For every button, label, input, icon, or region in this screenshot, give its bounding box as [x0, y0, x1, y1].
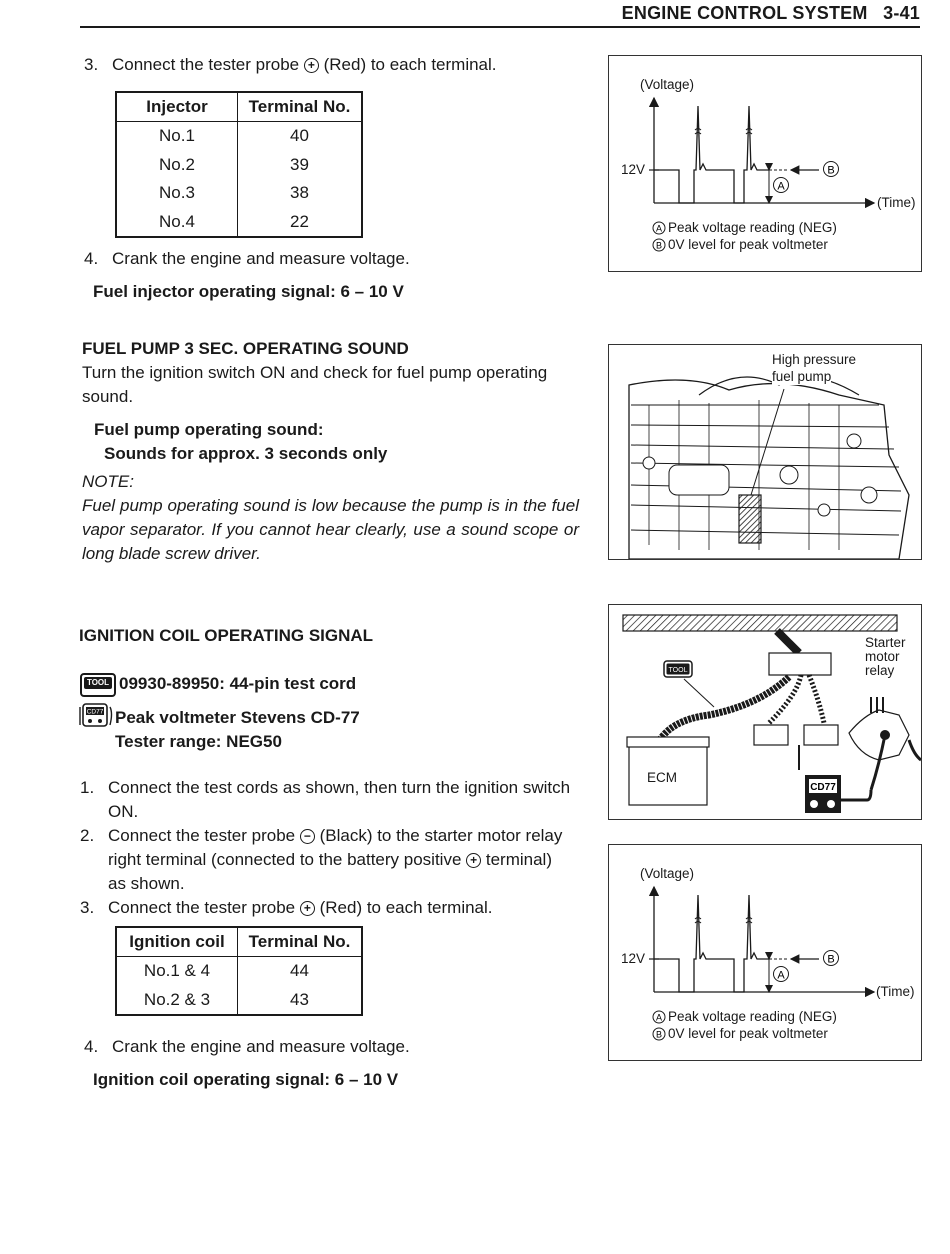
meter-line2: Tester range: NEG50 — [115, 732, 282, 751]
table-cell: No.4 — [159, 211, 195, 231]
voltage-figure-ignition — [608, 844, 922, 1061]
marker-b: B — [827, 953, 835, 966]
injector-step-4 — [84, 247, 584, 271]
y-axis-label: (Voltage) — [640, 866, 695, 881]
step-text: as shown. — [108, 874, 185, 893]
table-cell: 38 — [238, 179, 363, 208]
fuel-pump-spec-value: Sounds for approx. 3 seconds only — [104, 444, 388, 463]
marker-b: B — [827, 164, 835, 177]
meter-display: CD77 — [810, 782, 836, 793]
injector-step-3 — [84, 53, 584, 77]
fuel-pump-body-line2: sound. — [82, 387, 134, 406]
step-number: 3. — [80, 898, 95, 917]
level-label: 12V — [621, 162, 646, 177]
tool-icon-label: TOOL — [84, 677, 112, 689]
relay-label-line1: Starter — [865, 635, 906, 650]
step-text-pre: right terminal (connected to the battery positive — [108, 850, 462, 869]
tool-tag-text: TOOL — [668, 667, 688, 674]
minus-icon: − — [300, 829, 315, 844]
step-text-post: (Red) to each terminal. — [319, 898, 493, 917]
fuel-pump-figure — [608, 344, 922, 560]
tool-item: 09930-89950: 44-pin test cord — [119, 674, 357, 693]
plus-icon: + — [466, 853, 481, 868]
legend-a-marker: A — [655, 223, 663, 234]
note-label: NOTE: — [82, 472, 134, 491]
table-row — [116, 151, 362, 180]
step-text-line — [108, 824, 562, 848]
wiring-figure — [608, 604, 922, 820]
waveform-trace — [654, 106, 769, 203]
meter-line1: Peak voltmeter Stevens CD-77 — [115, 708, 360, 727]
fuel-pump-body-line1: Turn the ignition switch ON and check for fuel pump operating — [82, 363, 548, 382]
plus-icon: + — [304, 58, 319, 73]
relay-body — [849, 710, 909, 760]
step-number: 3. — [84, 55, 99, 74]
table-header: Terminal No. — [238, 92, 363, 122]
legend-b-marker: B — [655, 240, 663, 251]
x-axis-label: (Time) — [877, 195, 916, 210]
step-text — [112, 53, 497, 77]
table-row — [116, 122, 362, 151]
table-cell: No.1 & 4 — [143, 961, 211, 981]
ignition-terminal-table — [115, 926, 363, 1016]
page-header — [80, 0, 920, 28]
step-number: 1. — [80, 778, 95, 797]
legend-b: 0V level for peak voltmeter — [668, 1026, 828, 1041]
step-text: Crank the engine and measure voltage. — [112, 249, 410, 268]
table-cell: No.3 — [159, 183, 195, 203]
legend-b: 0V level for peak voltmeter — [668, 237, 828, 252]
step-text-pre: Connect the tester probe — [108, 898, 296, 917]
step-text-post: (Black) to the starter motor relay — [319, 826, 563, 845]
step-text: Connect the test cords as shown, then turn the ignition switch — [108, 778, 571, 797]
injector-terminal-table — [115, 91, 363, 238]
page-number: 3-41 — [883, 3, 920, 23]
legend-a: Peak voltage reading (NEG) — [668, 1009, 837, 1024]
ignition-step-1 — [80, 776, 585, 824]
ignition-step-3 — [80, 896, 585, 920]
ecm-label: ECM — [647, 770, 677, 785]
step-text: Crank the engine and measure voltage. — [112, 1037, 410, 1056]
relay-label-line2: motor — [865, 649, 900, 664]
marker-a: A — [777, 969, 785, 982]
x-axis-label: (Time) — [876, 984, 915, 999]
step-text-pre: Connect the tester probe — [108, 826, 296, 845]
voltmeter-icon — [78, 703, 114, 729]
table-cell: No.2 & 3 — [143, 989, 211, 1009]
table-cell: No.1 — [159, 126, 195, 146]
legend-b-marker: B — [655, 1029, 663, 1040]
ignition-step-4 — [84, 1035, 584, 1059]
step-number: 4. — [84, 1037, 99, 1056]
ignition-heading: IGNITION COIL OPERATING SIGNAL — [79, 626, 374, 645]
step-text-post: (Red) to each terminal. — [323, 55, 497, 74]
step-number: 2. — [80, 826, 95, 845]
injector-spec: Fuel injector operating signal: 6 – 10 V — [93, 282, 404, 301]
fuel-pump-heading: FUEL PUMP 3 SEC. OPERATING SOUND — [82, 339, 409, 358]
pump-label-line1: High pressure — [772, 352, 857, 367]
table-cell: 44 — [238, 957, 363, 986]
fuel-pump-spec-label: Fuel pump operating sound: — [94, 420, 324, 439]
fuel-pump-highlight — [739, 495, 761, 543]
table-row — [116, 208, 362, 238]
waveform-trace — [654, 895, 769, 992]
test-cord-connector — [769, 653, 831, 675]
table-header: Ignition coil — [116, 927, 238, 957]
table-cell: 43 — [238, 986, 363, 1016]
harness-bar — [623, 615, 897, 631]
table-cell: 40 — [238, 122, 363, 151]
tool-icon — [80, 673, 116, 697]
level-label: 12V — [621, 951, 646, 966]
plus-icon: + — [300, 901, 315, 916]
marker-a: A — [777, 180, 785, 193]
table-cell: 39 — [238, 151, 363, 180]
voltmeter-icon-label: CD77 — [86, 708, 104, 716]
table-header: Injector — [116, 92, 238, 122]
relay-label-line3: relay — [865, 663, 895, 678]
table-row — [116, 179, 362, 208]
step-text-post: terminal) — [485, 850, 552, 869]
voltage-figure-injector — [608, 55, 922, 272]
section-title: ENGINE CONTROL SYSTEM — [621, 3, 868, 23]
y-axis-label: (Voltage) — [640, 77, 695, 92]
table-row — [116, 957, 362, 986]
note-text: Fuel pump operating sound is low because the pump is in the fuel vapor separator. If you cannot hear clearly, use a sound scope or long blade screw driver. — [82, 496, 579, 563]
table-header-row — [116, 927, 362, 957]
table-row — [116, 986, 362, 1016]
table-cell: No.2 — [159, 154, 195, 174]
step-text — [108, 896, 493, 920]
table-header: Terminal No. — [238, 927, 363, 957]
pump-label-line2: fuel pump — [772, 369, 832, 384]
engine-illustration — [609, 345, 921, 559]
step-text-pre: Connect the tester probe — [112, 55, 300, 74]
header-title — [622, 3, 920, 24]
table-header-row — [116, 92, 362, 122]
legend-a-marker: A — [655, 1012, 663, 1023]
step-number: 4. — [84, 249, 99, 268]
table-cell: 22 — [238, 208, 363, 238]
step-text: ON. — [108, 802, 139, 821]
ignition-step-2 — [80, 824, 585, 896]
ignition-spec: Ignition coil operating signal: 6 – 10 V — [93, 1070, 399, 1089]
legend-a: Peak voltage reading (NEG) — [668, 220, 837, 235]
step-text-line — [108, 848, 552, 872]
